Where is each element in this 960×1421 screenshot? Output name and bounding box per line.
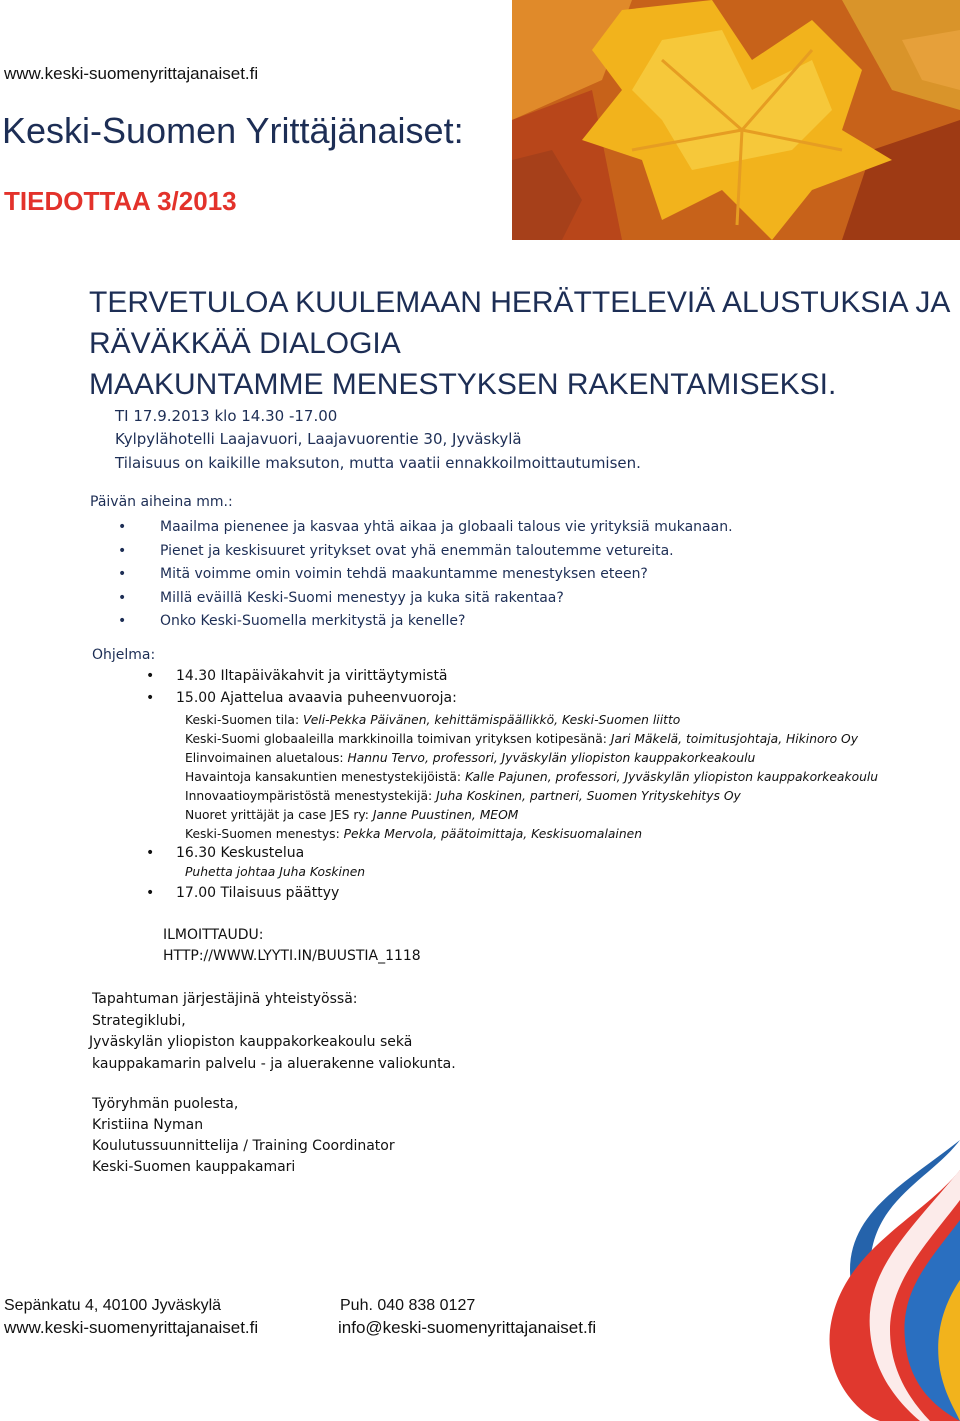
signup-label: ILMOITTAUDU: (163, 927, 264, 943)
signature-title: Koulutussuunnittelija / Training Coordinator (92, 1138, 395, 1154)
program-item-1: 14.30 Iltapäiväkahvit ja virittäytymistä (176, 668, 448, 684)
program-bullet-2: • (146, 690, 155, 706)
talk-speaker: Kalle Pajunen, professori, Jyväskylän yliopiston kauppakorkeakoulu (464, 770, 879, 784)
talk-row (185, 749, 878, 768)
headline-line-2: RÄVÄKKÄÄ DIALOGIA (89, 327, 401, 360)
talk-speaker: Pekka Mervola, päätoimittaja, Keskisuomalainen (343, 827, 642, 841)
registration-note: Tilaisuus on kaikille maksuton, mutta vaatii ennakkoilmoittautumisen. (115, 454, 641, 472)
bulletin-title: TIEDOTTAA 3/2013 (4, 186, 237, 216)
topic-item: • Maailma pienenee ja kasvaa yhtä aikaa ja globaali talous vie yrityksiä mukanaan. (160, 516, 733, 540)
talk-topic: Keski-Suomi globaaleilla markkinoilla toimivan yrityksen kotipesänä: (185, 732, 611, 746)
topic-item: • Onko Keski-Suomella merkitystä ja kenelle? (160, 610, 733, 634)
organizers-line: Tapahtuman järjestäjinä yhteistyössä: (92, 991, 358, 1007)
organizers-line: Jyväskylän yliopiston kauppakorkeakoulu sekä (89, 1034, 413, 1050)
org-title: Keski-Suomen Yrittäjänaiset: (2, 110, 464, 151)
talk-row (185, 787, 878, 806)
program-item-2: 15.00 Ajattelua avaavia puheenvuoroja: (176, 690, 457, 706)
signature-line: Työryhmän puolesta, (92, 1096, 239, 1112)
talk-row (185, 806, 878, 825)
event-headline (89, 282, 950, 405)
talk-topic: Innovaatioympäristöstä menestystekijä: (185, 789, 437, 803)
talk-speaker: Janne Puustinen, MEOM (372, 808, 519, 822)
topics-list (160, 516, 733, 634)
topic-item: • Pienet ja keskisuuret yritykset ovat yhä enemmän taloutemme vetureita. (160, 540, 733, 564)
talk-speaker: Juha Koskinen, partneri, Suomen Yrityskehitys Oy (436, 789, 741, 803)
footer-address: Sepänkatu 4, 40100 Jyväskylä (4, 1297, 222, 1314)
signature-block (92, 1094, 395, 1178)
talk-speaker: Veli-Pekka Päivänen, kehittämispäällikkö, Keski-Suomen liitto (303, 713, 681, 727)
event-venue: Kylpylähotelli Laajavuori, Laajavuorentie 30, Jyväskylä (115, 430, 522, 448)
program-bullet-4: • (146, 885, 155, 901)
signature-name: Kristiina Nyman (92, 1117, 204, 1133)
event-date: TI 17.9.2013 klo 14.30 -17.00 (115, 407, 338, 425)
program-item-3-note (185, 865, 365, 879)
program-bullet-1: • (146, 668, 155, 684)
talk-speaker: Hannu Tervo, professori, Jyväskylän yliopiston kauppakorkeakoulu (347, 751, 756, 765)
topic-item: • Millä eväillä Keski-Suomi menestyy ja kuka sitä rakentaa? (160, 587, 733, 611)
talk-topic: Elinvoimainen aluetalous: (185, 751, 348, 765)
organizers-line: kauppakamarin palvelu - ja aluerakenne valiokunta. (92, 1055, 456, 1072)
footer-email[interactable]: info@keski-suomenyrittajanaiset.fi (338, 1318, 597, 1337)
talk-topic: Keski-Suomen menestys: (185, 827, 344, 841)
talks-list (185, 711, 878, 844)
autumn-leaves-image (512, 0, 960, 240)
talk-row (185, 825, 878, 844)
talk-topic: Nuoret yrittäjät ja case JES ry: (185, 808, 373, 822)
talk-row (185, 768, 878, 787)
moderator-note: Puhetta johtaa Juha Koskinen (185, 865, 366, 879)
talk-speaker: Jari Mäkelä, toimitusjohtaja, Hikinoro Oy (610, 732, 858, 746)
topic-item: • Mitä voimme omin voimin tehdä maakuntamme menestyksen eteen? (160, 563, 733, 587)
signature-org: Keski-Suomen kauppakamari (92, 1159, 296, 1175)
headline-line-3: MAAKUNTAMME MENESTYKSEN RAKENTAMISEKSI. (89, 368, 837, 401)
talk-topic: Keski-Suomen tila: (185, 713, 304, 727)
program-item-4: 17.00 Tilaisuus päättyy (176, 885, 340, 901)
organizers-block (89, 989, 456, 1075)
headline-line-1: TERVETULOA KUULEMAAN HERÄTTELEVIÄ ALUSTUKSIA JA (89, 286, 951, 319)
footer-website[interactable]: www.keski-suomenyrittajanaiset.fi (4, 1318, 259, 1337)
program-bullet-3: • (146, 845, 155, 861)
organizers-line: Strategiklubi, (92, 1012, 186, 1029)
footer-phone: Puh. 040 838 0127 (340, 1297, 476, 1314)
talk-topic: Havaintoja kansakuntien menestystekijöistä: (185, 770, 465, 784)
program-heading: Ohjelma: (92, 647, 156, 663)
talk-row (185, 711, 878, 730)
header-url[interactable]: www.keski-suomenyrittajanaiset.fi (4, 64, 259, 83)
talk-row (185, 730, 878, 749)
signup-link[interactable]: HTTP://WWW.LYYTI.IN/BUUSTIA_1118 (163, 948, 421, 964)
flame-logo (810, 1140, 960, 1421)
topics-heading: Päivän aiheina mm.: (90, 494, 233, 510)
program-item-3: 16.30 Keskustelua (176, 845, 305, 861)
